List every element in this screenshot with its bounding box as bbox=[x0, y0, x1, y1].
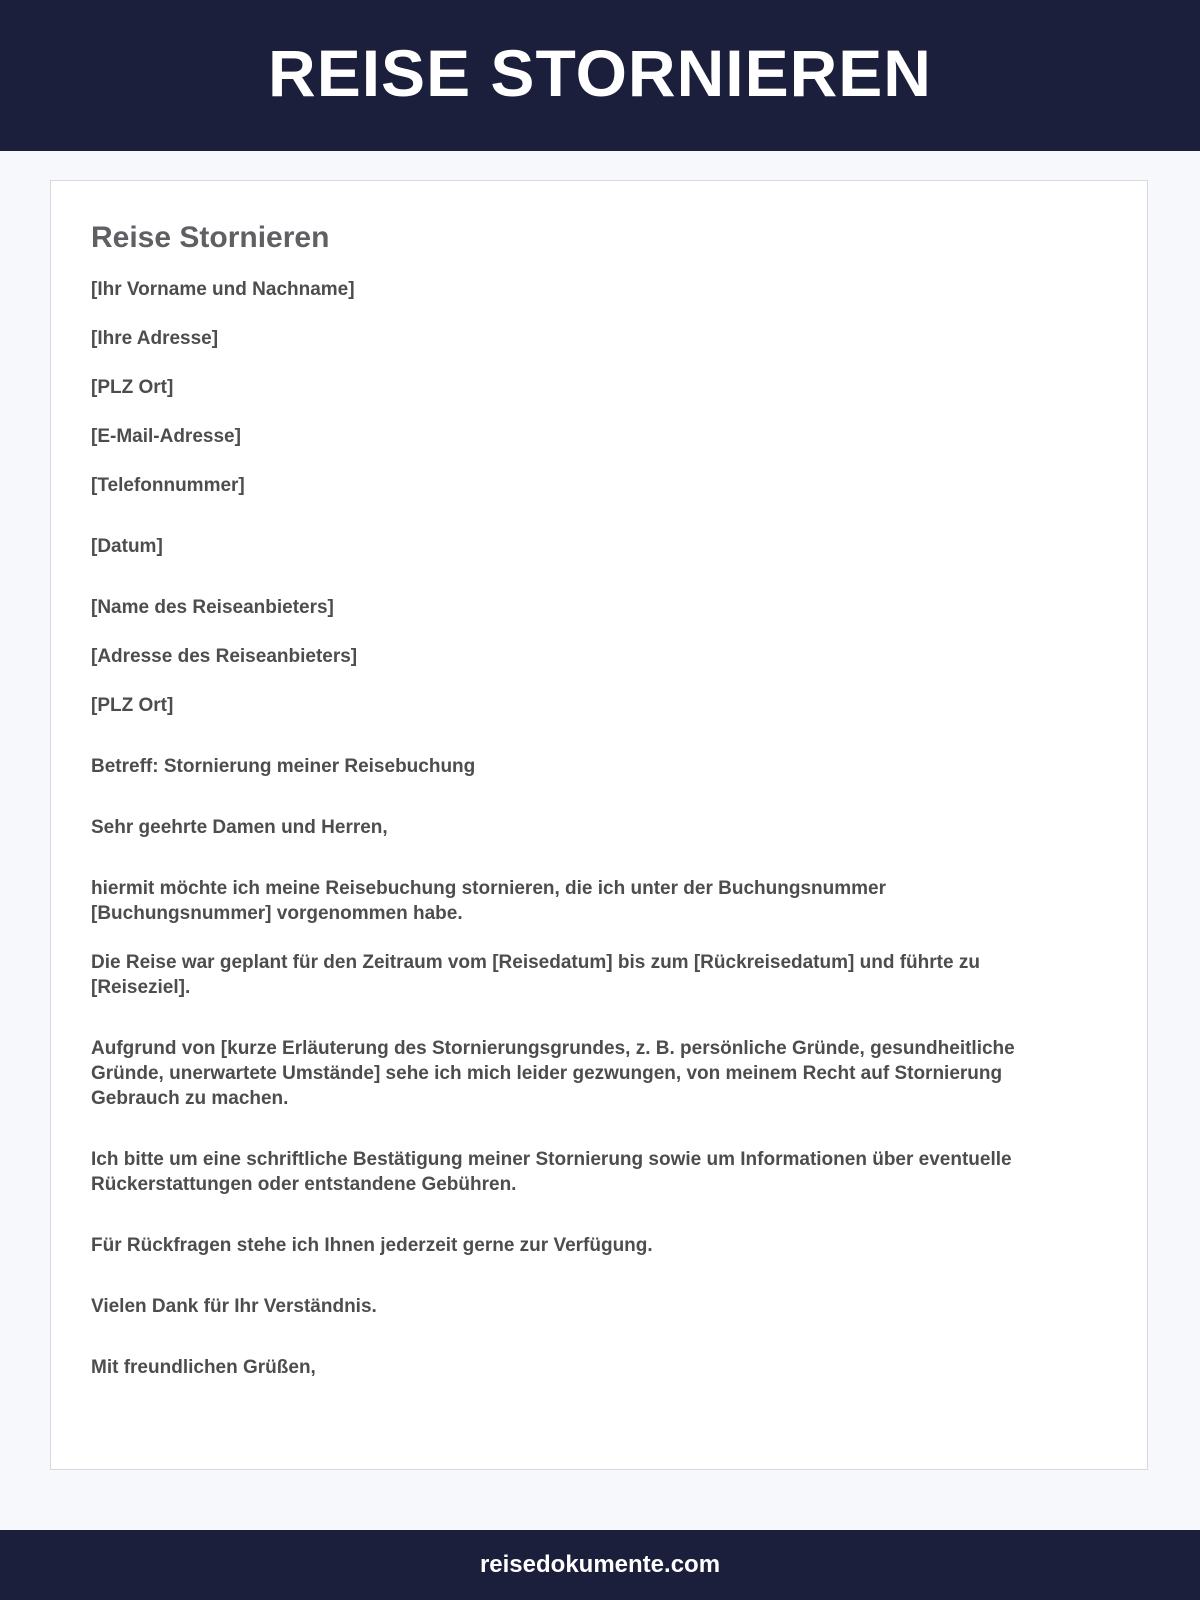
page-footer bbox=[0, 1530, 1200, 1600]
letter-paragraph: Ich bitte um eine schriftliche Bestätigung meiner Stornierung sowie um Informationen über eventuelle Rückerstattungen oder entstandene Gebühren. bbox=[91, 1149, 1012, 1195]
letter-paragraph: Für Rückfragen stehe ich Ihnen jederzeit gerne zur Verfügung. bbox=[91, 1235, 653, 1256]
sender-postal-city: [PLZ Ort] bbox=[91, 377, 174, 398]
letter-date: [Datum] bbox=[91, 536, 163, 557]
letter-salutation: Sehr geehrte Damen und Herren, bbox=[91, 817, 388, 838]
sender-name: [Ihr Vorname und Nachname] bbox=[91, 279, 355, 300]
letter-paragraph: Vielen Dank für Ihr Verständnis. bbox=[91, 1296, 377, 1317]
sender-email: [E-Mail-Adresse] bbox=[91, 426, 241, 447]
letter-heading: Reise Stornieren bbox=[91, 221, 330, 254]
letter-card bbox=[50, 180, 1148, 1470]
recipient-name: [Name des Reiseanbieters] bbox=[91, 597, 334, 618]
letter-paragraph: Die Reise war geplant für den Zeitraum vom [Reisedatum] bis zum [Rückreisedatum] und führte zu [Reiseziel]. bbox=[91, 952, 980, 998]
letter-closing: Mit freundlichen Grüßen, bbox=[91, 1357, 316, 1378]
letter-subject: Betreff: Stornierung meiner Reisebuchung bbox=[91, 756, 476, 777]
recipient-postal-city: [PLZ Ort] bbox=[91, 695, 174, 716]
sender-phone: [Telefonnummer] bbox=[91, 475, 245, 496]
page-title: REISE STORNIEREN bbox=[268, 35, 932, 110]
letter-paragraph: hiermit möchte ich meine Reisebuchung stornieren, die ich unter der Buchungsnummer [Buchungsnummer] vorgenommen habe. bbox=[91, 878, 886, 924]
recipient-address: [Adresse des Reiseanbieters] bbox=[91, 646, 358, 667]
page-header bbox=[0, 0, 1200, 151]
footer-site-link[interactable]: reisedokumente.com bbox=[479, 1551, 721, 1578]
sender-address: [Ihre Adresse] bbox=[91, 328, 219, 349]
letter-paragraph: Aufgrund von [kurze Erläuterung des Stornierungsgrundes, z. B. persönliche Gründe, gesundheitliche Gründe, unerwartete Umstände] sehe ich mich leider gezwungen, von meinem Recht auf Stornierung Gebrauch zu machen. bbox=[91, 1038, 1015, 1109]
